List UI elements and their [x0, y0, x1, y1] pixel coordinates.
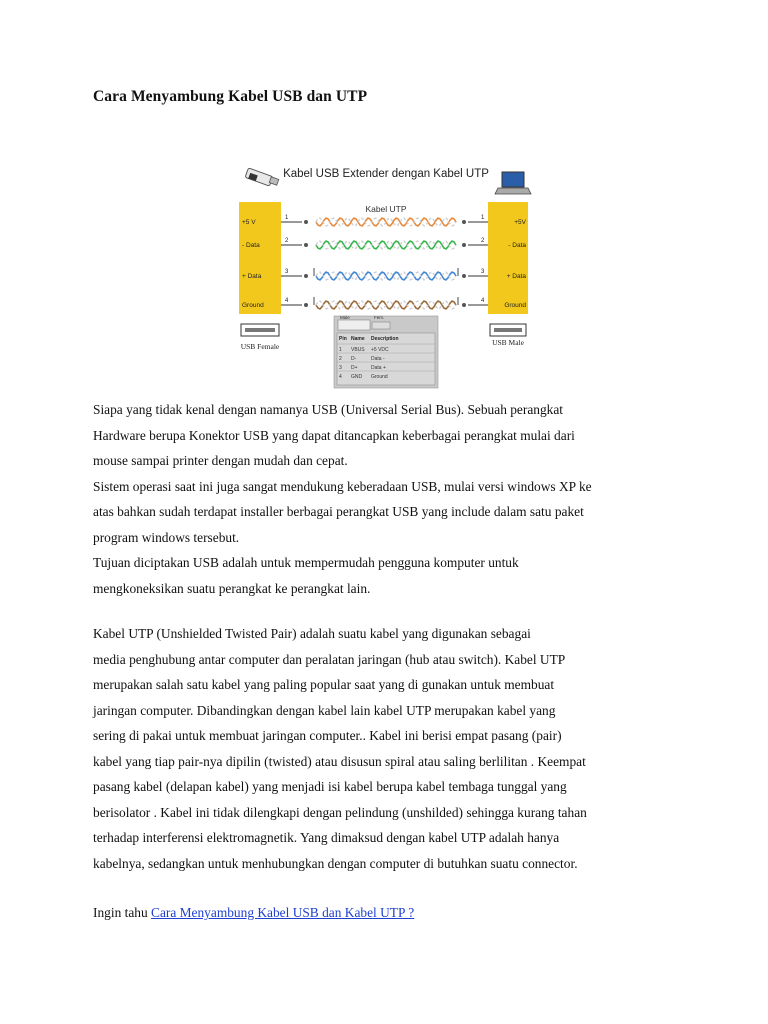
right-pin-label: + Data: [506, 273, 526, 280]
left-pin-number: 4: [285, 298, 289, 304]
utp-paragraph-line: sering di pakai untuk membuat jaringan computer.. Kabel ini berisi empat pasang (pair): [93, 728, 562, 743]
right-pin-number: 2: [481, 238, 485, 244]
usb-flash-drive-icon: [245, 168, 279, 186]
table-cell: GND: [351, 374, 363, 380]
usb-paragraph-line: Siapa yang tidak kenal dengan namanya USB (Universal Serial Bus). Sebuah perangkat: [93, 402, 564, 417]
table-cell: Ground: [371, 374, 388, 380]
right-junction-dot: [462, 220, 466, 224]
right-pin-label: - Data: [508, 242, 526, 249]
left-junction-dot: [304, 220, 308, 224]
utp-paragraph-line: kabel yang tiap pair-nya dipilin (twisted) atau disusun spiral atau saling berlilitan . Keempat: [93, 753, 586, 769]
utp-paragraph-line: pasang kabel (delapan kabel) yang menjadi isi kabel berupa kabel tembaga tunggal yang: [93, 779, 567, 794]
right-pin-number: 4: [481, 298, 485, 304]
table-cell: 1: [339, 347, 342, 353]
usb-utp-wiring-diagram: [236, 158, 532, 390]
usb-male-port-icon: [490, 324, 526, 336]
tutorial-link[interactable]: Cara Menyambung Kabel USB dan Kabel UTP ?: [151, 905, 415, 920]
utp-paragraph-line: media penghubung antar computer dan peralatan jaringan (hub atau switch). Kabel UTP: [93, 651, 566, 667]
utp-paragraph-line: kabelnya, sedangkan untuk menhubungkan dengan computer di butuhkan suatu connector.: [93, 855, 578, 871]
left-junction-dot: [304, 243, 308, 247]
table-cell: +5 VDC: [371, 347, 389, 353]
right-pin-number: 1: [481, 215, 485, 221]
table-cell: D-: [351, 356, 357, 362]
table-header-cell: Description: [371, 336, 399, 342]
table-tab-label: Male: [340, 315, 350, 320]
utp-paragraph-line: jaringan computer. Dibandingkan dengan kabel lain kabel UTP merupakan kabel yang: [93, 702, 556, 718]
left-pin-number: 1: [285, 215, 289, 221]
right-junction-dot: [462, 243, 466, 247]
left-pin-number: 3: [285, 269, 289, 275]
usb-description-paragraph: [93, 397, 693, 601]
right-junction-dot: [462, 303, 466, 307]
usb-female-port-icon: [241, 324, 279, 336]
utp-paragraph-line: terhadap interferensi elektromagnetik. Yang dimaksud dengan kabel UTP adalah hanya: [93, 830, 560, 845]
usb-female-caption: USB Female: [240, 342, 280, 351]
figure-heading: Kabel USB Extender dengan Kabel UTP: [283, 168, 489, 180]
footer-prefix: Ingin tahu: [93, 905, 152, 920]
cable-label: Kabel UTP: [365, 204, 407, 214]
table-header-cell: Name: [351, 336, 365, 342]
left-junction-dot: [304, 274, 308, 278]
usb-paragraph-line: Tujuan diciptakan USB adalah untuk mempermudah pengguna komputer untuk: [93, 555, 519, 570]
table-cell: 3: [339, 365, 342, 371]
right-pin-number: 3: [481, 269, 485, 275]
usb-paragraph-line: atas bahkan sudah terdapat installer berbagai perangkat USB yang include dalam satu paket: [93, 504, 584, 519]
utp-paragraph-line: berisolator . Kabel ini tidak dilengkapi dengan pelindung (unshilded) sehingga kurang tahan: [93, 804, 587, 820]
laptop-icon: [495, 172, 531, 194]
usb-paragraph-line: mouse sampai printer dengan mudah dan cepat.: [93, 453, 348, 468]
table-cell: VBUS: [351, 347, 365, 353]
footer-line: [93, 902, 414, 924]
usb-paragraph-line: Sistem operasi saat ini juga sangat mendukung keberadaan USB, mulai versi windows XP ke: [93, 478, 592, 494]
table-cell: D+: [351, 365, 358, 371]
utp-paragraph-line: Kabel UTP (Unshielded Twisted Pair) adalah suatu kabel yang digunakan sebagai: [93, 626, 531, 641]
left-junction-dot: [304, 303, 308, 307]
left-pin-number: 2: [285, 238, 289, 244]
utp-paragraph-line: merupakan salah satu kabel yang paling popular saat yang di gunakan untuk membuat: [93, 677, 555, 692]
left-pin-label: +5 V: [242, 219, 256, 226]
table-cell: 2: [339, 356, 342, 362]
table-tab-label: Fem.: [374, 315, 385, 320]
left-pin-label: - Data: [242, 242, 260, 249]
left-pin-label: + Data: [242, 273, 262, 280]
left-pin-label: Ground: [242, 302, 264, 309]
right-junction-dot: [462, 274, 466, 278]
right-pin-label: Ground: [504, 302, 526, 309]
table-cell: 4: [339, 374, 342, 380]
table-cell: Data +: [371, 365, 386, 371]
pinout-table: [334, 315, 438, 388]
table-header-cell: Pin: [339, 336, 347, 342]
usb-paragraph-line: program windows tersebut.: [93, 529, 240, 545]
usb-paragraph-line: Hardware berupa Konektor USB yang dapat ditancapkan keberbagai perangkat mulai dari: [93, 427, 575, 443]
right-pin-label: +5V: [514, 219, 526, 226]
usb-male-caption: USB Male: [492, 338, 524, 347]
usb-paragraph-line: mengkoneksikan suatu perangkat ke perangkat lain.: [93, 580, 371, 596]
utp-description-paragraph: [93, 621, 693, 876]
table-cell: Data -: [371, 356, 385, 362]
document-title: Cara Menyambung Kabel USB dan UTP: [93, 88, 368, 105]
